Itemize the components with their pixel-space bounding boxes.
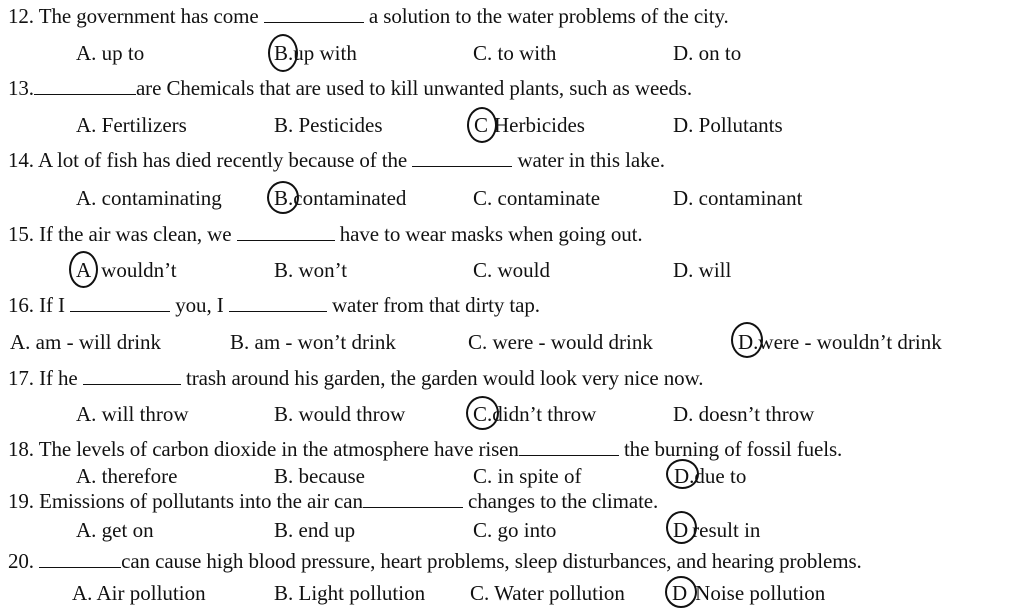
- question-15-option-c: C. would: [473, 258, 551, 282]
- question-13-text: are Chemicals that are used to kill unwanted plants, such as weeds.: [135, 76, 693, 100]
- question-14-option-c: C. contaminate: [473, 186, 601, 210]
- answer-circle-14: [267, 181, 299, 214]
- question-15-blank: [237, 222, 335, 241]
- question-20-number: 20.: [8, 549, 34, 573]
- question-20-option-b: B. Light pollution: [274, 581, 426, 605]
- answer-circle-20: [665, 576, 697, 608]
- question-14-option-b-letter: B.: [274, 186, 294, 210]
- question-13-stem: [8, 76, 692, 100]
- question-13-option-d: D. Pollutants: [673, 113, 783, 137]
- question-19-option-d-text: result in: [692, 518, 761, 542]
- question-16-option-a: A. am - will drink: [10, 330, 162, 354]
- question-18-text-start: 18. The levels of carbon dioxide in the atmosphere have risen: [8, 437, 519, 461]
- question-19-option-d-letter: D: [673, 518, 689, 542]
- question-19-blank: [363, 489, 463, 508]
- question-18-option-b: B. because: [274, 464, 365, 488]
- question-16-stem: [8, 293, 540, 317]
- question-16-text-middle: you, I: [175, 293, 224, 317]
- question-20-option-d-letter: D: [672, 581, 688, 605]
- question-18-text-end: the burning of fossil fuels.: [623, 437, 843, 461]
- question-13-option-c-text: Herbicides: [494, 113, 585, 137]
- question-12-option-b-text: up with: [293, 41, 357, 65]
- question-18-blank: [519, 437, 619, 456]
- question-16-blank-2: [229, 293, 327, 312]
- question-20-text: can cause high blood pressure, heart problems, sleep disturbances, and hearing problems.: [121, 549, 862, 573]
- question-12-text-end: a solution to the water problems of the city.: [368, 4, 729, 28]
- question-15-text-start: 15. If the air was clean, we: [8, 222, 232, 246]
- answer-circle-19: [666, 511, 697, 544]
- question-16-blank-1: [70, 293, 170, 312]
- question-12-blank: [264, 4, 364, 23]
- question-12-option-b-letter: B.: [274, 41, 294, 65]
- question-14-text-end: water in this lake.: [517, 148, 665, 172]
- question-20-blank: [39, 549, 121, 568]
- question-19-option-c: C. go into: [473, 518, 557, 542]
- question-13-option-a: A. Fertilizers: [76, 113, 187, 137]
- question-17-option-c-letter: C.: [473, 402, 493, 426]
- question-12-stem: [8, 4, 729, 28]
- question-17-text-end: trash around his garden, the garden would look very nice now.: [185, 366, 704, 390]
- question-15-option-a-letter: A: [76, 258, 92, 282]
- question-12-option-d: D. on to: [673, 41, 742, 65]
- question-19-text-start: 19. Emissions of pollutants into the air can: [8, 489, 363, 513]
- question-14-option-d: D. contaminant: [673, 186, 803, 210]
- question-16-text-start: 16. If I: [8, 293, 65, 317]
- question-20-option-a: A. Air pollution: [72, 581, 206, 605]
- question-16-option-c: C. were - would drink: [468, 330, 653, 354]
- question-13-number: 13.: [8, 76, 34, 100]
- question-15-text-end: have to wear masks when going out.: [339, 222, 643, 246]
- question-17-blank: [83, 366, 181, 385]
- question-14-option-a: A. contaminating: [76, 186, 222, 210]
- question-17-option-b: B. would throw: [274, 402, 406, 426]
- question-20-option-d-text: Noise pollution: [695, 581, 826, 605]
- question-18-stem: [8, 437, 842, 461]
- question-18-option-c: C. in spite of: [473, 464, 582, 488]
- question-15-option-a-text: wouldn’t: [101, 258, 177, 282]
- question-14-option-b-text: contaminated: [293, 186, 407, 210]
- question-15-option-d: D. will: [673, 258, 732, 282]
- question-13-blank: [34, 76, 136, 95]
- question-20-option-c: C. Water pollution: [470, 581, 625, 605]
- question-20-stem: [8, 549, 862, 573]
- question-14-blank: [412, 148, 512, 167]
- question-19-option-b: B. end up: [274, 518, 356, 542]
- question-16-option-d: [738, 330, 942, 354]
- question-13-option-b: B. Pesticides: [274, 113, 383, 137]
- question-19-text-end: changes to the climate.: [468, 489, 659, 513]
- answer-circle-15: [69, 251, 98, 288]
- answer-circle-18: [666, 459, 699, 489]
- question-16-option-b: B. am - won’t drink: [230, 330, 396, 354]
- question-16-text-end: water from that dirty tap.: [331, 293, 540, 317]
- question-18-option-a: A. therefore: [76, 464, 178, 488]
- question-15-option-b: B. won’t: [274, 258, 348, 282]
- question-19-option-a: A. get on: [76, 518, 154, 542]
- question-15-stem: [8, 222, 643, 246]
- answer-circle-12: [268, 34, 298, 72]
- question-12-text-start: 12. The government has come: [8, 4, 259, 28]
- answer-circle-13: [467, 107, 497, 143]
- question-17-stem: [8, 366, 703, 390]
- question-14-stem: [8, 148, 665, 172]
- question-17-option-a: A. will throw: [76, 402, 189, 426]
- question-12-option-c: C. to with: [473, 41, 557, 65]
- question-18-option-d-text: due to: [694, 464, 747, 488]
- question-17-option-d: D. doesn’t throw: [673, 402, 815, 426]
- question-17-option-c-text: didn’t throw: [492, 402, 597, 426]
- question-14-text-start: 14. A lot of fish has died recently because of the: [8, 148, 408, 172]
- question-16-option-d-letter: D.: [738, 330, 759, 354]
- question-19-stem: [8, 489, 658, 513]
- question-18-option-d-letter: D.: [674, 464, 695, 488]
- question-12-option-a: A. up to: [76, 41, 145, 65]
- answer-circle-17: [466, 396, 499, 430]
- question-13-option-c-letter: C: [474, 113, 489, 137]
- question-17-text-start: 17. If he: [8, 366, 78, 390]
- answer-circle-16: [731, 322, 763, 358]
- question-16-option-d-text: were - wouldn’t drink: [758, 330, 942, 354]
